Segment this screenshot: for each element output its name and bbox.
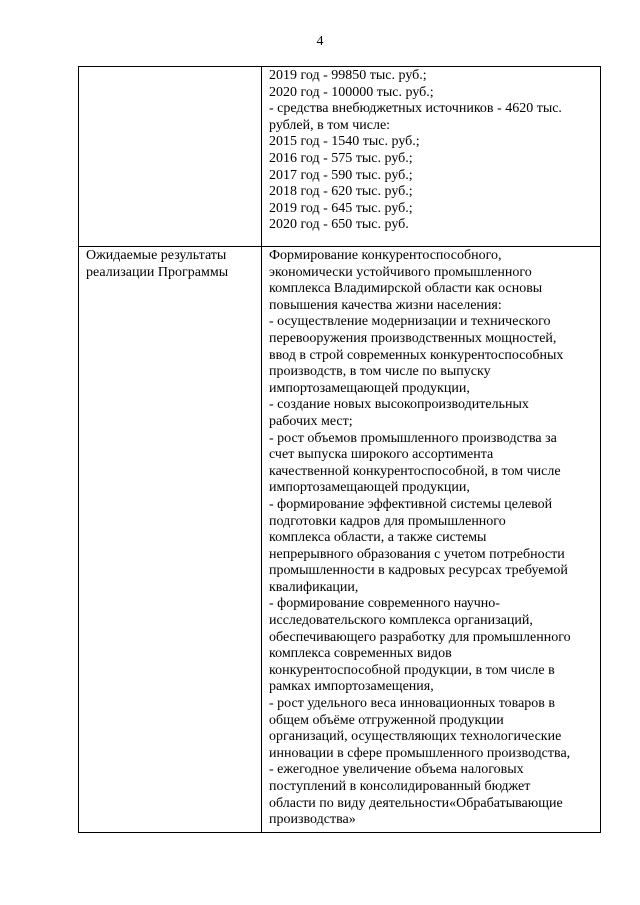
text-line: 2019 год - 99850 тыс. руб.; <box>269 68 427 83</box>
program-passport-table <box>78 66 601 833</box>
text-line: - формирование эффективной системы целевой <box>269 496 553 512</box>
text-line: ввод в строй современных конкурентоспособных <box>269 347 564 363</box>
text-line: исследовательского комплекса организаций, <box>269 613 533 629</box>
text-line: рублей, в том числе: <box>269 117 391 133</box>
text-line: - осуществление модернизации и технического <box>269 314 551 330</box>
text-line: повышения качества жизни населения: <box>269 297 502 313</box>
funding-content-cell <box>262 67 601 247</box>
text-line: области по виду деятельности«Обрабатывающие <box>269 795 563 811</box>
text-line: 2019 год - 645 тыс. руб.; <box>269 200 413 216</box>
text-line: - средства внебюджетных источников - 4620 тыс. <box>269 101 562 117</box>
text-line: 2017 год - 590 тыс. руб.; <box>269 167 413 183</box>
page-number: 4 <box>316 34 324 49</box>
text-line: качественной конкурентоспособной, в том числе <box>269 463 561 479</box>
text-line: подготовки кадров для промышленного <box>269 513 506 529</box>
text-line: промышленности в кадровых ресурсах требуемой <box>269 563 568 579</box>
text-line: 2020 год - 100000 тыс. руб.; <box>269 84 434 100</box>
expected-results-content-cell <box>262 247 601 833</box>
expected-results-label-cell <box>79 247 262 833</box>
text-line: 2020 год - 650 тыс. руб. <box>269 217 409 233</box>
text-line: поступлений в консолидированный бюджет <box>269 779 531 794</box>
text-line: обеспечивающего разработку для промышленного <box>269 629 571 645</box>
text-line: импортозамещающей продукции, <box>269 380 470 396</box>
text-line: - формирование современного научно- <box>269 596 500 612</box>
text-line: экономически устойчивого промышленного <box>269 264 532 280</box>
row-label-cell <box>79 67 262 247</box>
text-line: конкурентоспособной продукции, в том числе в <box>269 662 555 678</box>
text-line: 2015 год - 1540 тыс. руб.; <box>269 134 420 150</box>
table-row <box>79 247 601 833</box>
text-line: комплекса области, а также системы <box>269 530 487 546</box>
text-line: непрерывного образования с учетом потребности <box>269 546 565 562</box>
text-line: Формирование конкурентоспособного, <box>269 248 502 263</box>
text-line: инновации в сфере промышленного производства, <box>269 745 571 761</box>
text-line: - ежегодное увеличение объема налоговых <box>269 762 524 778</box>
text-line: производства» <box>269 812 356 828</box>
table-row <box>79 67 601 247</box>
text-line: рамках импортозамещения, <box>269 679 434 695</box>
text-line: рабочих мест; <box>269 413 353 429</box>
text-line: 2016 год - 575 тыс. руб.; <box>269 150 413 166</box>
text-line: - рост объемов промышленного производства за <box>269 430 557 446</box>
text-line: - создание новых высокопроизводительных <box>269 397 529 413</box>
text-line: счет выпуска широкого ассортимента <box>269 447 494 463</box>
text-line: комплекса современных видов <box>269 646 452 662</box>
text-line: квалификации, <box>269 579 359 595</box>
text-line: Ожидаемые результаты <box>86 248 227 263</box>
text-line: реализации Программы <box>86 264 229 280</box>
text-line: производств, в том числе по выпуску <box>269 364 491 380</box>
text-line: 2018 год - 620 тыс. руб.; <box>269 184 413 200</box>
text-line: - рост удельного веса инновационных товаров в <box>269 696 556 712</box>
text-line: организаций, осуществляющих технологические <box>269 729 562 745</box>
text-line: импортозамещающей продукции, <box>269 480 470 496</box>
text-line: комплекса Владимирской области как основы <box>269 281 543 297</box>
text-line: общем объёме отгруженной продукции <box>269 712 504 728</box>
text-line: перевооружения производственных мощностей, <box>269 330 557 346</box>
